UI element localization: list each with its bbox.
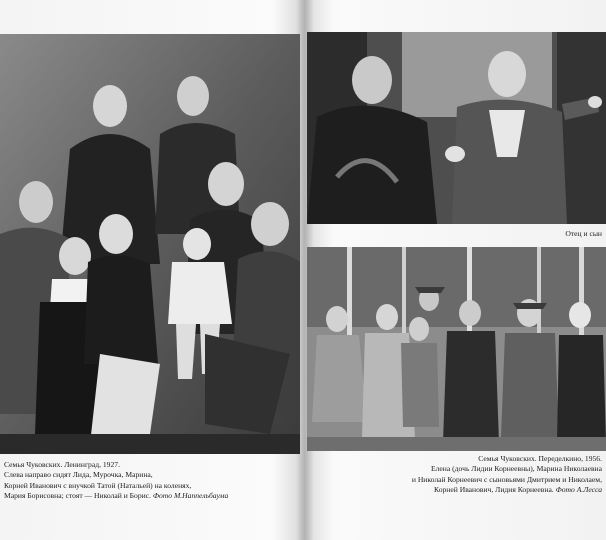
caption-line: Корней Иванович с внучкой Татой (Натальей) на коленях, xyxy=(4,480,192,490)
caption-line: и Николай Корнеевич с сыновьями Дмитрием и Николаем, xyxy=(411,474,602,484)
photo-credit: Фото А.Лесса xyxy=(555,485,602,495)
photo-father-and-son xyxy=(307,32,606,224)
photo-family-1956-image xyxy=(307,247,606,451)
caption-line: Мария Борисовна; стоят — Николай и Борис. xyxy=(4,491,151,501)
caption-father-and-son: Отец и сын xyxy=(565,229,602,238)
photo-family-1927 xyxy=(0,34,300,454)
caption-line: Семья Чуковских. Ленинград, 1927. xyxy=(4,460,120,469)
caption-family-1956 xyxy=(310,454,602,496)
caption-line: Семья Чуковских. Переделкино, 1956. xyxy=(478,454,602,463)
caption-line: Корней Иванович, Лидия Корнеевна. xyxy=(434,485,554,495)
caption-line-with-credit xyxy=(310,485,602,495)
photo-father-and-son-image xyxy=(307,32,606,224)
photo-family-1927-image xyxy=(0,34,300,454)
caption-line: Елена (дочь Лидии Корнеевны), Марина Николаевна xyxy=(431,464,602,474)
caption-line: Слева направо сидят Лида, Мурочка, Марина, xyxy=(4,470,153,480)
photo-family-1956 xyxy=(307,247,606,451)
caption-line-with-credit xyxy=(4,491,296,501)
caption-family-1927 xyxy=(4,460,296,502)
photo-credit: Фото М.Наппельбаума xyxy=(152,491,229,501)
